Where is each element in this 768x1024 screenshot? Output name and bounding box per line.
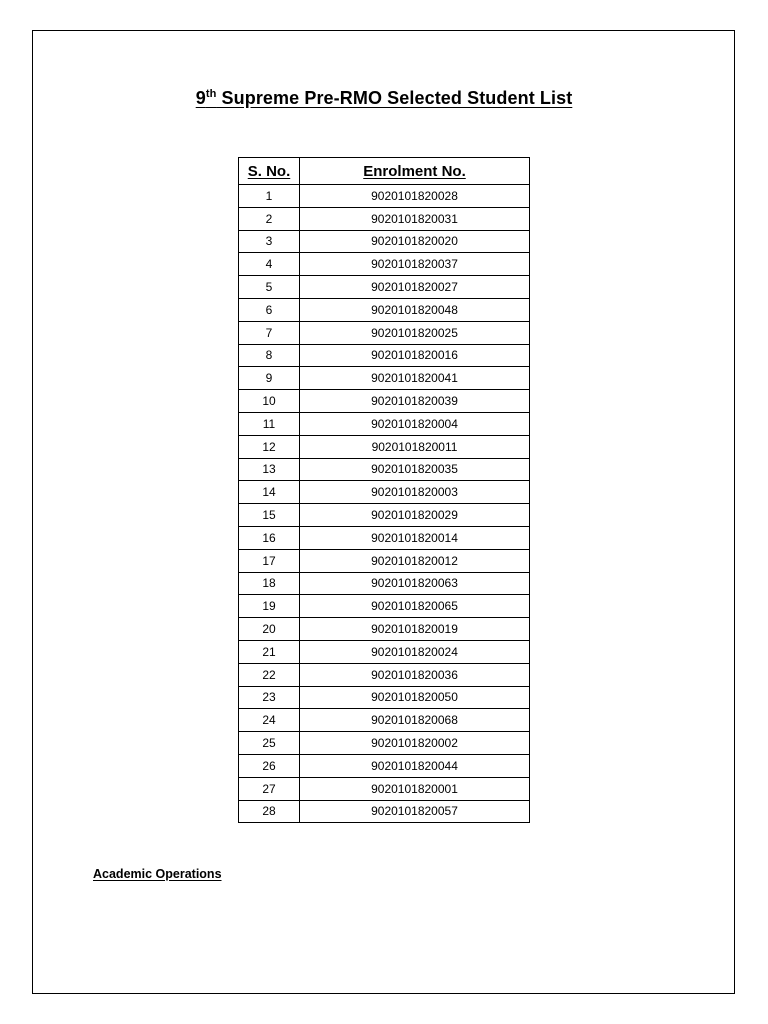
- serial-number-cell: 1: [239, 185, 300, 208]
- table-row: [239, 526, 530, 549]
- title-rest: Supreme Pre-RMO Selected Student List: [216, 88, 573, 108]
- serial-number-cell: 28: [239, 800, 300, 823]
- serial-number-cell: 25: [239, 732, 300, 755]
- table-row: [239, 367, 530, 390]
- enrolment-number-cell: 9020101820063: [300, 572, 530, 595]
- serial-number-cell: 7: [239, 321, 300, 344]
- enrolment-number-cell: 9020101820004: [300, 412, 530, 435]
- table-row: [239, 390, 530, 413]
- serial-number-cell: 24: [239, 709, 300, 732]
- table-row: [239, 686, 530, 709]
- table-row: [239, 732, 530, 755]
- header-serial-number: S. No.: [239, 158, 300, 185]
- enrolment-number-cell: 9020101820041: [300, 367, 530, 390]
- serial-number-cell: 23: [239, 686, 300, 709]
- enrolment-number-cell: 9020101820011: [300, 435, 530, 458]
- enrolment-number-cell: 9020101820044: [300, 754, 530, 777]
- enrolment-number-cell: 9020101820035: [300, 458, 530, 481]
- serial-number-cell: 27: [239, 777, 300, 800]
- selected-student-table: [238, 157, 530, 823]
- serial-number-cell: 16: [239, 526, 300, 549]
- serial-number-cell: 2: [239, 207, 300, 230]
- serial-number-cell: 21: [239, 640, 300, 663]
- enrolment-number-cell: 9020101820031: [300, 207, 530, 230]
- enrolment-number-cell: 9020101820019: [300, 618, 530, 641]
- table-row: [239, 458, 530, 481]
- table-row: [239, 572, 530, 595]
- serial-number-cell: 19: [239, 595, 300, 618]
- enrolment-number-cell: 9020101820068: [300, 709, 530, 732]
- enrolment-number-cell: 9020101820039: [300, 390, 530, 413]
- serial-number-cell: 10: [239, 390, 300, 413]
- enrolment-number-cell: 9020101820020: [300, 230, 530, 253]
- serial-number-cell: 9: [239, 367, 300, 390]
- table-row: [239, 207, 530, 230]
- table-body: [239, 185, 530, 823]
- table-row: [239, 344, 530, 367]
- table-row: [239, 595, 530, 618]
- document-title: [0, 88, 768, 109]
- table-row: [239, 504, 530, 527]
- enrolment-number-cell: 9020101820001: [300, 777, 530, 800]
- serial-number-cell: 13: [239, 458, 300, 481]
- serial-number-cell: 22: [239, 663, 300, 686]
- table-row: [239, 481, 530, 504]
- enrolment-number-cell: 9020101820025: [300, 321, 530, 344]
- table-row: [239, 321, 530, 344]
- enrolment-number-cell: 9020101820036: [300, 663, 530, 686]
- enrolment-number-cell: 9020101820003: [300, 481, 530, 504]
- serial-number-cell: 8: [239, 344, 300, 367]
- enrolment-number-cell: 9020101820057: [300, 800, 530, 823]
- table-row: [239, 777, 530, 800]
- table-row: [239, 298, 530, 321]
- enrolment-number-cell: 9020101820048: [300, 298, 530, 321]
- enrolment-number-cell: 9020101820065: [300, 595, 530, 618]
- serial-number-cell: 12: [239, 435, 300, 458]
- serial-number-cell: 3: [239, 230, 300, 253]
- table-row: [239, 230, 530, 253]
- table-row: [239, 412, 530, 435]
- enrolment-number-cell: 9020101820029: [300, 504, 530, 527]
- table-row: [239, 276, 530, 299]
- table-row: [239, 185, 530, 208]
- title-ordinal-suffix: th: [205, 88, 217, 100]
- table-row: [239, 253, 530, 276]
- enrolment-number-cell: 9020101820014: [300, 526, 530, 549]
- table-row: [239, 435, 530, 458]
- enrolment-number-cell: 9020101820024: [300, 640, 530, 663]
- serial-number-cell: 4: [239, 253, 300, 276]
- footer-academic-operations: Academic Operations: [93, 867, 222, 881]
- serial-number-cell: 18: [239, 572, 300, 595]
- header-enrolment-number: Enrolment No.: [300, 158, 530, 185]
- table-header-row: [239, 158, 530, 185]
- enrolment-number-cell: 9020101820037: [300, 253, 530, 276]
- enrolment-number-cell: 9020101820028: [300, 185, 530, 208]
- table-row: [239, 754, 530, 777]
- table-row: [239, 549, 530, 572]
- serial-number-cell: 14: [239, 481, 300, 504]
- title-text: [196, 88, 573, 108]
- serial-number-cell: 17: [239, 549, 300, 572]
- table-row: [239, 640, 530, 663]
- serial-number-cell: 5: [239, 276, 300, 299]
- serial-number-cell: 6: [239, 298, 300, 321]
- table-row: [239, 663, 530, 686]
- enrolment-number-cell: 9020101820016: [300, 344, 530, 367]
- table-row: [239, 709, 530, 732]
- enrolment-number-cell: 9020101820050: [300, 686, 530, 709]
- serial-number-cell: 11: [239, 412, 300, 435]
- title-number: 9: [195, 88, 206, 108]
- enrolment-number-cell: 9020101820012: [300, 549, 530, 572]
- serial-number-cell: 20: [239, 618, 300, 641]
- enrolment-number-cell: 9020101820027: [300, 276, 530, 299]
- serial-number-cell: 26: [239, 754, 300, 777]
- table-row: [239, 800, 530, 823]
- table-row: [239, 618, 530, 641]
- enrolment-number-cell: 9020101820002: [300, 732, 530, 755]
- serial-number-cell: 15: [239, 504, 300, 527]
